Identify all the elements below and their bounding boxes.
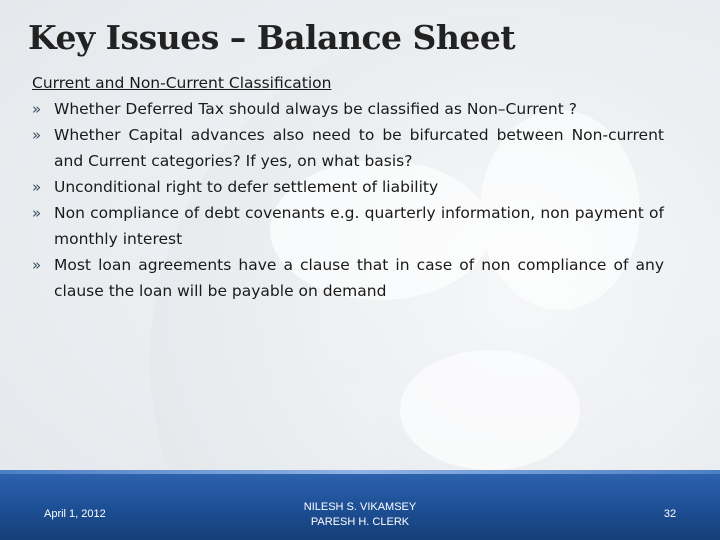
bullet-text: Most loan agreements have a clause that in case of non compliance of any clause the loan will be payable on demand <box>54 256 664 300</box>
footer-bar <box>0 470 720 540</box>
bullet-text: Whether Deferred Tax should always be classified as Non–Current ? <box>54 100 577 118</box>
bullet-text: Whether Capital advances also need to be bifurcated between Non-current and Current categories? If yes, on what basis? <box>54 126 664 170</box>
list-item <box>32 174 664 200</box>
section-subheading: Current and Non-Current Classification <box>32 74 332 92</box>
bullet-icon: » <box>32 256 42 274</box>
list-item <box>32 96 664 122</box>
list-item <box>32 200 664 252</box>
globe-landmass <box>400 350 580 470</box>
footer-authors <box>280 500 440 530</box>
bullet-icon: » <box>32 126 42 144</box>
slide-title: Key Issues – Balance Sheet <box>28 18 516 57</box>
bullet-icon: » <box>32 204 42 222</box>
slide-content <box>32 70 664 304</box>
footer-author-1: NILESH S. VIKAMSEY <box>303 501 417 513</box>
page-number: 32 <box>663 508 677 520</box>
footer-highlight <box>0 470 720 474</box>
bullet-text: Unconditional right to defer settlement of liability <box>54 178 439 196</box>
list-item <box>32 252 664 304</box>
list-item <box>32 122 664 174</box>
bullet-icon: » <box>32 100 42 118</box>
bullet-list <box>32 96 664 304</box>
footer-date: April 1, 2012 <box>44 508 106 520</box>
bullet-icon: » <box>32 178 42 196</box>
footer-author-2: PARESH H. CLERK <box>310 516 410 528</box>
bullet-text: Non compliance of debt covenants e.g. quarterly information, non payment of monthly interest <box>54 204 664 248</box>
